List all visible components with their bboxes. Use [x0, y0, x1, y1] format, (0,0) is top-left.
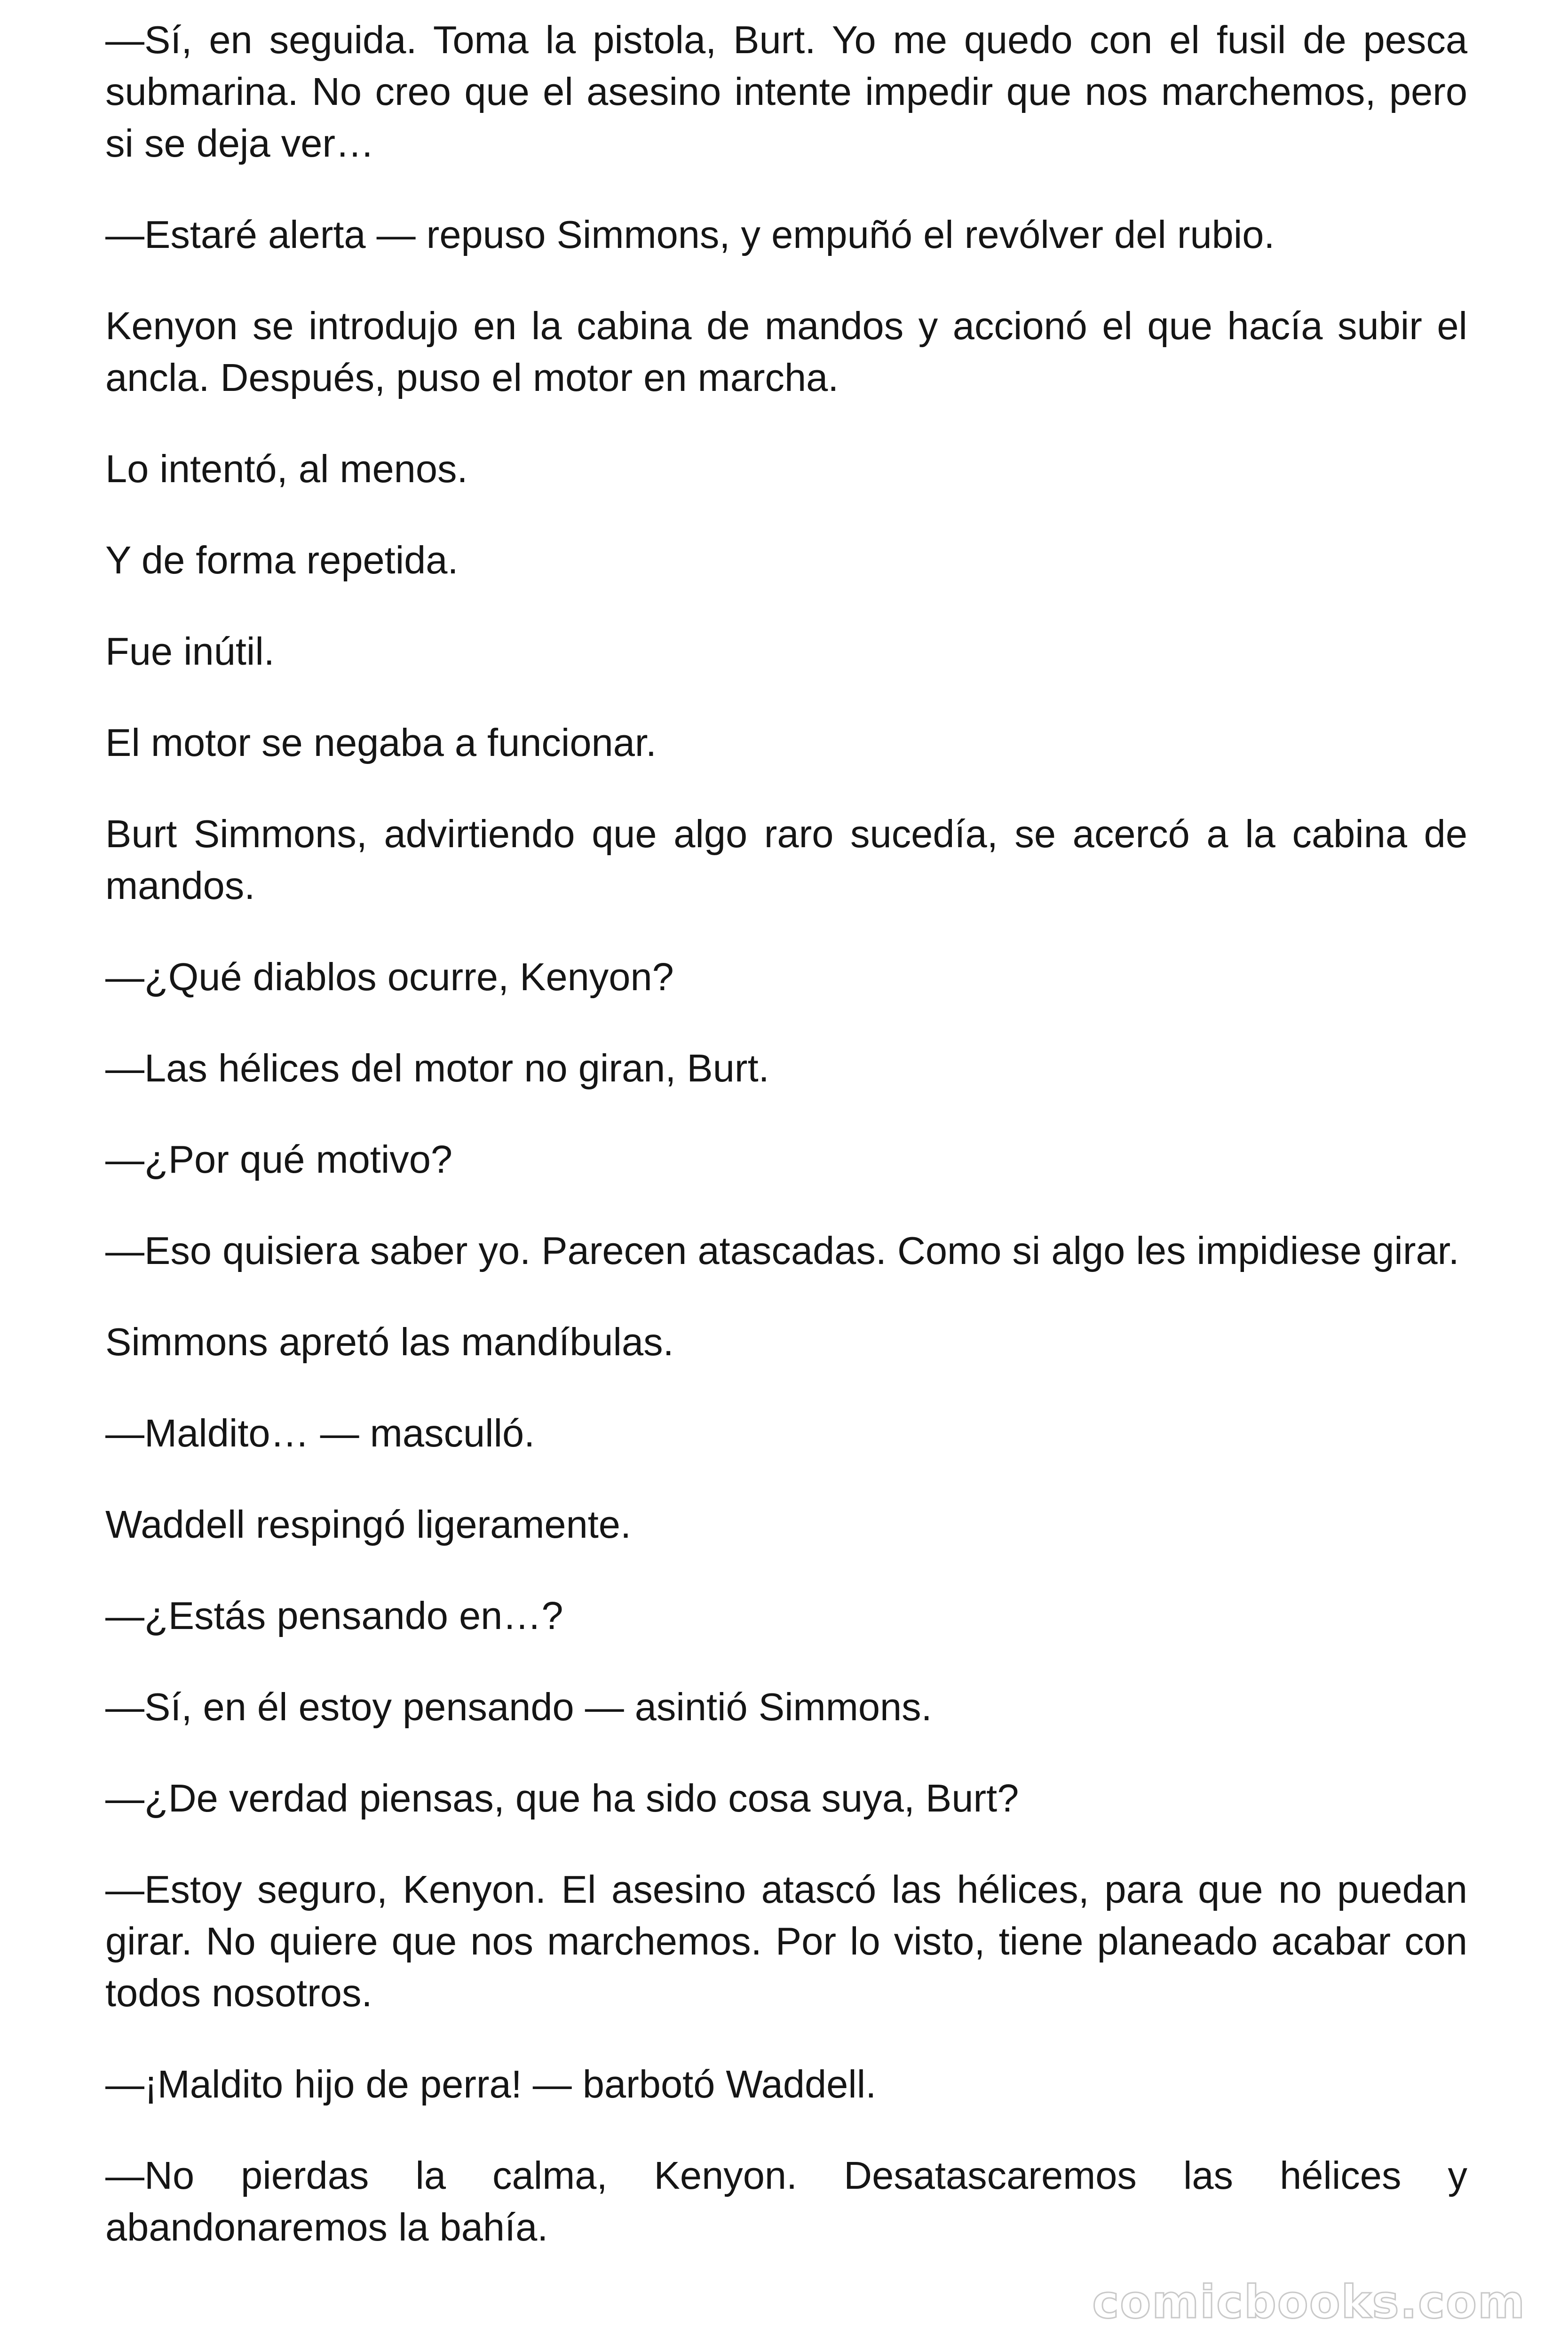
paragraph: Fue inútil.: [105, 629, 275, 673]
paragraph: —¿Estás pensando en…?: [105, 1594, 563, 1637]
paragraph: —Las hélices del motor no giran, Burt.: [105, 1046, 769, 1090]
paragraph: Lo intentó, al menos.: [105, 447, 468, 491]
paragraph: —¡Maldito hijo de perra! — barbotó Waddell.: [105, 2062, 877, 2106]
watermark: comicbooks.com: [1092, 2276, 1526, 2328]
paragraph: —Estoy seguro, Kenyon. El asesino atascó las hélices, para que no puedan girar. No quiere que nos marchemos. Por lo visto, tiene planeado acabar con todos nosotros.: [105, 1867, 1467, 2015]
paragraph: Simmons apretó las mandíbulas.: [105, 1320, 674, 1364]
paragraph: —¿Por qué motivo?: [105, 1137, 453, 1181]
paragraph: Kenyon se introdujo en la cabina de mandos y accionó el que hacía subir el ancla. Después, puso el motor en marcha.: [105, 304, 1467, 399]
paragraph: Burt Simmons, advirtiendo que algo raro sucedía, se acercó a la cabina de mandos.: [105, 812, 1467, 907]
page-text: [105, 14, 1467, 2253]
paragraph: Waddell respingó ligeramente.: [105, 1502, 632, 1546]
paragraph: —Sí, en seguida. Toma la pistola, Burt. Yo me quedo con el fusil de pesca submarina. No creo que el asesino intente impedir que nos marchemos, pero si se deja ver…: [105, 18, 1467, 165]
paragraph: —Sí, en él estoy pensando — asintió Simmons.: [105, 1685, 932, 1729]
paragraph: —¿De verdad piensas, que ha sido cosa suya, Burt?: [105, 1776, 1019, 1820]
paragraph: —Maldito… — masculló.: [105, 1411, 535, 1455]
paragraph: Y de forma repetida.: [105, 538, 459, 582]
paragraph: El motor se negaba a funcionar.: [105, 721, 657, 764]
paragraph: —Eso quisiera saber yo. Parecen atascadas. Como si algo les impidiese girar.: [105, 1229, 1459, 1272]
paragraph: —Estaré alerta — repuso Simmons, y empuñó el revólver del rubio.: [105, 213, 1275, 256]
paragraph: —¿Qué diablos ocurre, Kenyon?: [105, 955, 674, 999]
paragraph: —No pierdas la calma, Kenyon. Desatascaremos las hélices y abandonaremos la bahía.: [105, 2153, 1467, 2249]
